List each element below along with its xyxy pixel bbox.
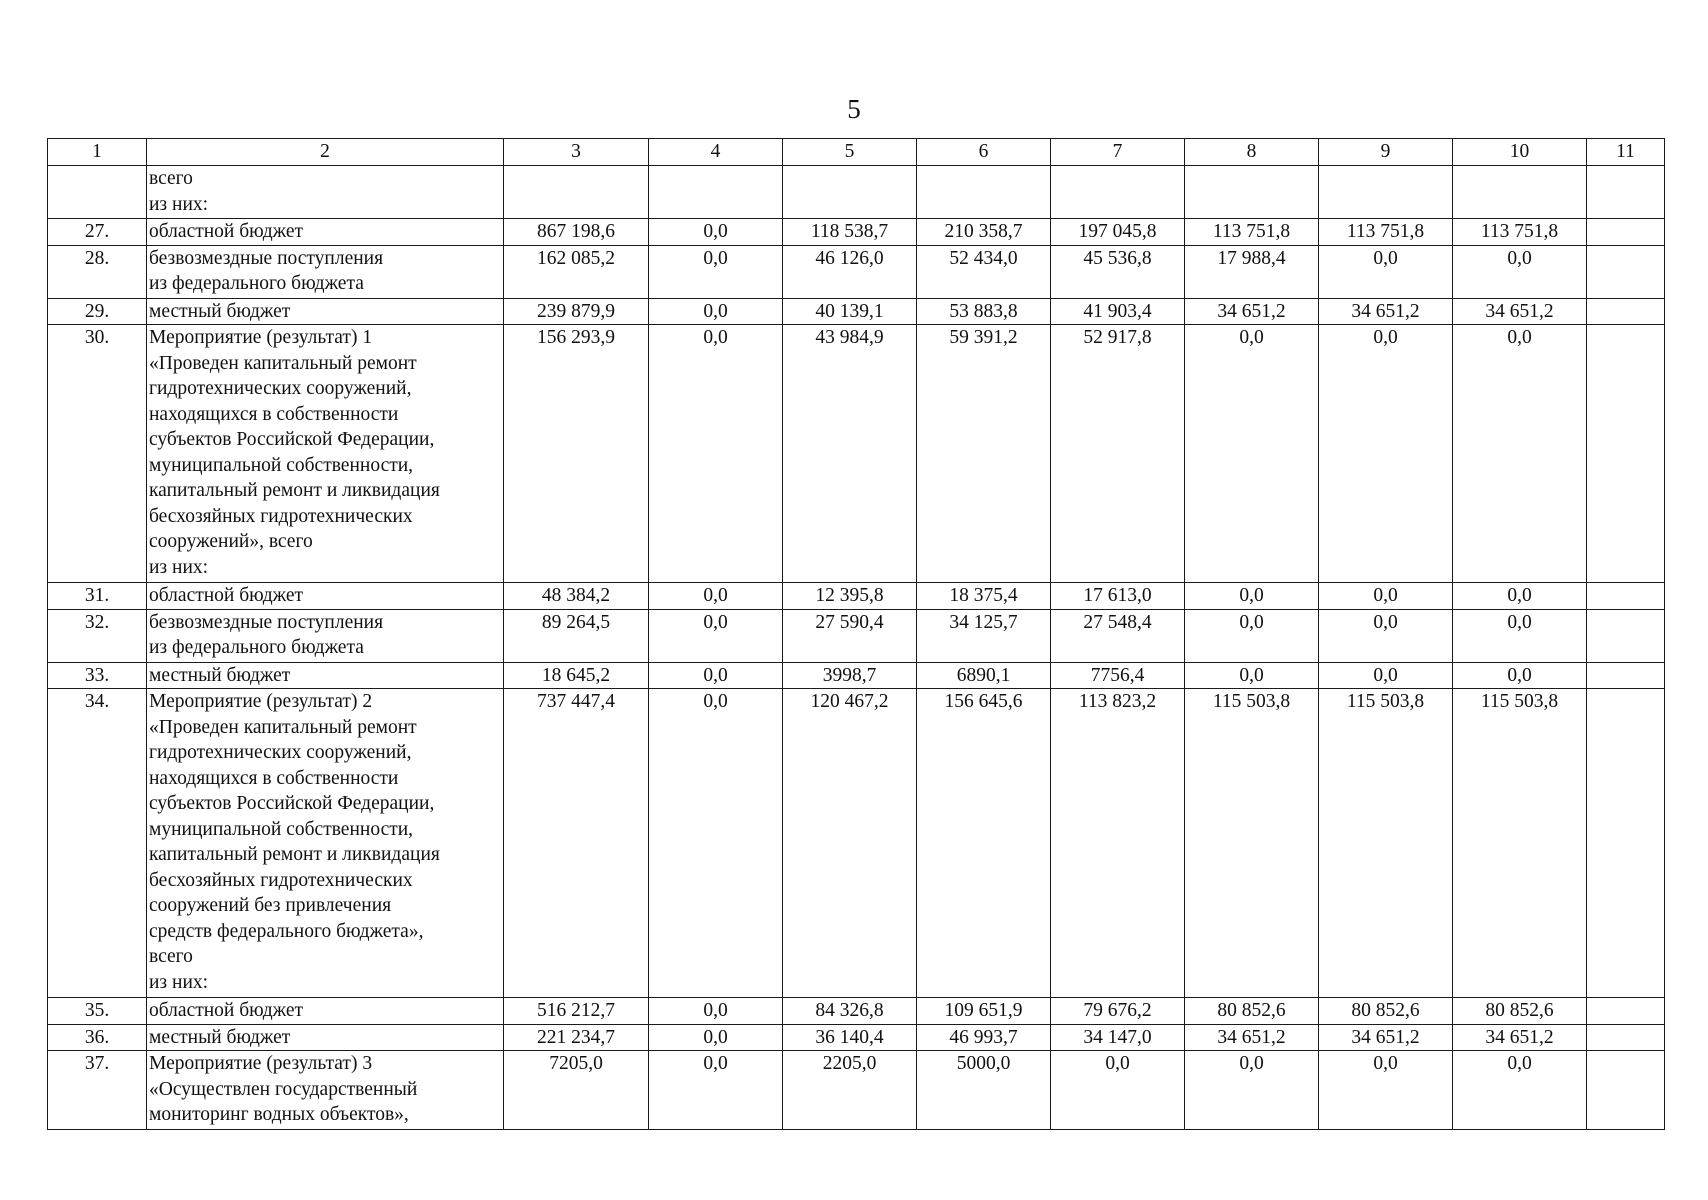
value-cell: 7205,0 xyxy=(504,1051,649,1130)
value-cell: 113 751,8 xyxy=(1319,219,1453,246)
value-cell: 0,0 xyxy=(649,298,783,325)
value-cell: 0,0 xyxy=(1453,1051,1587,1130)
column-header: 9 xyxy=(1319,139,1453,166)
column-header: 10 xyxy=(1453,139,1587,166)
value-cell xyxy=(1587,998,1665,1025)
row-label: Мероприятие (результат) 1 «Проведен капитальный ремонт гидротехнических сооружений, находящихся в собственности субъектов Российской Федерации, муниципальной собственности, капитальный ремонт и ликвидация бесхозяйных гидротехнических сооружений», всего из них: xyxy=(147,325,504,583)
value-cell: 34 651,2 xyxy=(1319,1024,1453,1051)
row-number: 31. xyxy=(48,583,147,610)
value-cell xyxy=(1185,166,1319,219)
value-cell: 0,0 xyxy=(649,609,783,662)
value-cell: 113 823,2 xyxy=(1051,689,1185,998)
row-label: всего из них: xyxy=(147,166,504,219)
value-cell: 0,0 xyxy=(1319,325,1453,583)
value-cell: 18 645,2 xyxy=(504,662,649,689)
row-number: 37. xyxy=(48,1051,147,1130)
value-cell: 7756,4 xyxy=(1051,662,1185,689)
value-cell: 0,0 xyxy=(1453,662,1587,689)
table-row xyxy=(48,583,1665,610)
value-cell: 0,0 xyxy=(649,1051,783,1130)
value-cell: 80 852,6 xyxy=(1185,998,1319,1025)
row-number: 32. xyxy=(48,609,147,662)
value-cell: 221 234,7 xyxy=(504,1024,649,1051)
column-header: 2 xyxy=(147,139,504,166)
value-cell: 0,0 xyxy=(649,689,783,998)
table-row xyxy=(48,166,1665,219)
value-cell xyxy=(1587,1051,1665,1130)
column-header: 7 xyxy=(1051,139,1185,166)
row-label: местный бюджет xyxy=(147,662,504,689)
value-cell xyxy=(783,166,917,219)
value-cell: 52 434,0 xyxy=(917,245,1051,298)
value-cell xyxy=(1587,219,1665,246)
value-cell: 0,0 xyxy=(649,583,783,610)
value-cell: 0,0 xyxy=(649,219,783,246)
value-cell: 113 751,8 xyxy=(1453,219,1587,246)
value-cell: 0,0 xyxy=(649,998,783,1025)
row-label: областной бюджет xyxy=(147,583,504,610)
value-cell: 737 447,4 xyxy=(504,689,649,998)
table-row xyxy=(48,1024,1665,1051)
table-row xyxy=(48,219,1665,246)
value-cell xyxy=(1587,583,1665,610)
value-cell: 239 879,9 xyxy=(504,298,649,325)
row-label: Мероприятие (результат) 3 «Осуществлен государственный мониторинг водных объектов», xyxy=(147,1051,504,1130)
value-cell: 113 751,8 xyxy=(1185,219,1319,246)
value-cell: 34 651,2 xyxy=(1185,298,1319,325)
value-cell xyxy=(504,166,649,219)
value-cell: 0,0 xyxy=(1319,1051,1453,1130)
row-number: 30. xyxy=(48,325,147,583)
value-cell: 12 395,8 xyxy=(783,583,917,610)
header-row xyxy=(48,139,1665,166)
value-cell: 0,0 xyxy=(1051,1051,1185,1130)
value-cell: 40 139,1 xyxy=(783,298,917,325)
value-cell: 34 651,2 xyxy=(1453,1024,1587,1051)
value-cell xyxy=(1587,298,1665,325)
value-cell: 0,0 xyxy=(649,245,783,298)
value-cell: 52 917,8 xyxy=(1051,325,1185,583)
value-cell: 27 548,4 xyxy=(1051,609,1185,662)
value-cell: 80 852,6 xyxy=(1319,998,1453,1025)
value-cell: 867 198,6 xyxy=(504,219,649,246)
value-cell: 115 503,8 xyxy=(1319,689,1453,998)
value-cell: 0,0 xyxy=(1185,325,1319,583)
table-row xyxy=(48,245,1665,298)
value-cell: 0,0 xyxy=(1185,1051,1319,1130)
value-cell: 34 125,7 xyxy=(917,609,1051,662)
value-cell: 2205,0 xyxy=(783,1051,917,1130)
value-cell: 0,0 xyxy=(649,325,783,583)
table-row xyxy=(48,1051,1665,1130)
value-cell: 0,0 xyxy=(649,1024,783,1051)
value-cell: 59 391,2 xyxy=(917,325,1051,583)
value-cell: 34 651,2 xyxy=(1453,298,1587,325)
value-cell: 48 384,2 xyxy=(504,583,649,610)
value-cell xyxy=(1587,662,1665,689)
row-label: областной бюджет xyxy=(147,998,504,1025)
value-cell: 0,0 xyxy=(1185,609,1319,662)
value-cell xyxy=(1587,245,1665,298)
value-cell: 115 503,8 xyxy=(1453,689,1587,998)
value-cell: 34 651,2 xyxy=(1319,298,1453,325)
value-cell: 0,0 xyxy=(1453,609,1587,662)
value-cell xyxy=(1051,166,1185,219)
column-header: 8 xyxy=(1185,139,1319,166)
row-label: Мероприятие (результат) 2 «Проведен капитальный ремонт гидротехнических сооружений, находящихся в собственности субъектов Российской Федерации, муниципальной собственности, капитальный ремонт и ликвидация бесхозяйных гидротехнических сооружений без привлечения средств федерального бюджета», всего из них: xyxy=(147,689,504,998)
value-cell: 197 045,8 xyxy=(1051,219,1185,246)
value-cell: 43 984,9 xyxy=(783,325,917,583)
value-cell: 89 264,5 xyxy=(504,609,649,662)
value-cell xyxy=(1587,325,1665,583)
value-cell: 0,0 xyxy=(1319,245,1453,298)
value-cell: 17 613,0 xyxy=(1051,583,1185,610)
value-cell: 0,0 xyxy=(1453,245,1587,298)
row-number: 36. xyxy=(48,1024,147,1051)
row-label: местный бюджет xyxy=(147,298,504,325)
row-label: безвозмездные поступления из федерального бюджета xyxy=(147,609,504,662)
value-cell: 0,0 xyxy=(1319,583,1453,610)
value-cell: 18 375,4 xyxy=(917,583,1051,610)
table-row xyxy=(48,998,1665,1025)
value-cell xyxy=(1587,1024,1665,1051)
value-cell: 6890,1 xyxy=(917,662,1051,689)
row-number: 33. xyxy=(48,662,147,689)
row-number: 27. xyxy=(48,219,147,246)
row-label: областной бюджет xyxy=(147,219,504,246)
row-label: местный бюджет xyxy=(147,1024,504,1051)
value-cell: 156 645,6 xyxy=(917,689,1051,998)
value-cell xyxy=(1587,689,1665,998)
value-cell xyxy=(1453,166,1587,219)
value-cell: 5000,0 xyxy=(917,1051,1051,1130)
value-cell: 53 883,8 xyxy=(917,298,1051,325)
row-number xyxy=(48,166,147,219)
row-number: 28. xyxy=(48,245,147,298)
value-cell: 41 903,4 xyxy=(1051,298,1185,325)
value-cell xyxy=(1587,609,1665,662)
value-cell: 0,0 xyxy=(1319,662,1453,689)
value-cell: 0,0 xyxy=(1185,583,1319,610)
value-cell: 45 536,8 xyxy=(1051,245,1185,298)
value-cell: 120 467,2 xyxy=(783,689,917,998)
value-cell: 156 293,9 xyxy=(504,325,649,583)
value-cell: 0,0 xyxy=(1453,325,1587,583)
value-cell: 36 140,4 xyxy=(783,1024,917,1051)
table-row xyxy=(48,609,1665,662)
budget-table xyxy=(47,138,1665,1130)
table-row xyxy=(48,662,1665,689)
value-cell: 0,0 xyxy=(1453,583,1587,610)
value-cell: 17 988,4 xyxy=(1185,245,1319,298)
value-cell: 46 993,7 xyxy=(917,1024,1051,1051)
value-cell: 34 651,2 xyxy=(1185,1024,1319,1051)
column-header: 4 xyxy=(649,139,783,166)
value-cell: 79 676,2 xyxy=(1051,998,1185,1025)
row-label: безвозмездные поступления из федерального бюджета xyxy=(147,245,504,298)
value-cell: 46 126,0 xyxy=(783,245,917,298)
value-cell: 80 852,6 xyxy=(1453,998,1587,1025)
value-cell xyxy=(917,166,1051,219)
column-header: 1 xyxy=(48,139,147,166)
row-number: 34. xyxy=(48,689,147,998)
value-cell: 34 147,0 xyxy=(1051,1024,1185,1051)
value-cell: 118 538,7 xyxy=(783,219,917,246)
column-header: 11 xyxy=(1587,139,1665,166)
table-row xyxy=(48,689,1665,998)
column-header: 6 xyxy=(917,139,1051,166)
column-header: 5 xyxy=(783,139,917,166)
table-row xyxy=(48,325,1665,583)
value-cell: 27 590,4 xyxy=(783,609,917,662)
row-number: 29. xyxy=(48,298,147,325)
value-cell xyxy=(1319,166,1453,219)
value-cell xyxy=(1587,166,1665,219)
value-cell: 115 503,8 xyxy=(1185,689,1319,998)
value-cell: 0,0 xyxy=(1319,609,1453,662)
column-header: 3 xyxy=(504,139,649,166)
page-number: 5 xyxy=(847,94,861,124)
value-cell xyxy=(649,166,783,219)
value-cell: 109 651,9 xyxy=(917,998,1051,1025)
table-body xyxy=(48,166,1665,1130)
value-cell: 3998,7 xyxy=(783,662,917,689)
row-number: 35. xyxy=(48,998,147,1025)
value-cell: 84 326,8 xyxy=(783,998,917,1025)
value-cell: 0,0 xyxy=(1185,662,1319,689)
table-row xyxy=(48,298,1665,325)
value-cell: 210 358,7 xyxy=(917,219,1051,246)
value-cell: 0,0 xyxy=(649,662,783,689)
value-cell: 162 085,2 xyxy=(504,245,649,298)
value-cell: 516 212,7 xyxy=(504,998,649,1025)
